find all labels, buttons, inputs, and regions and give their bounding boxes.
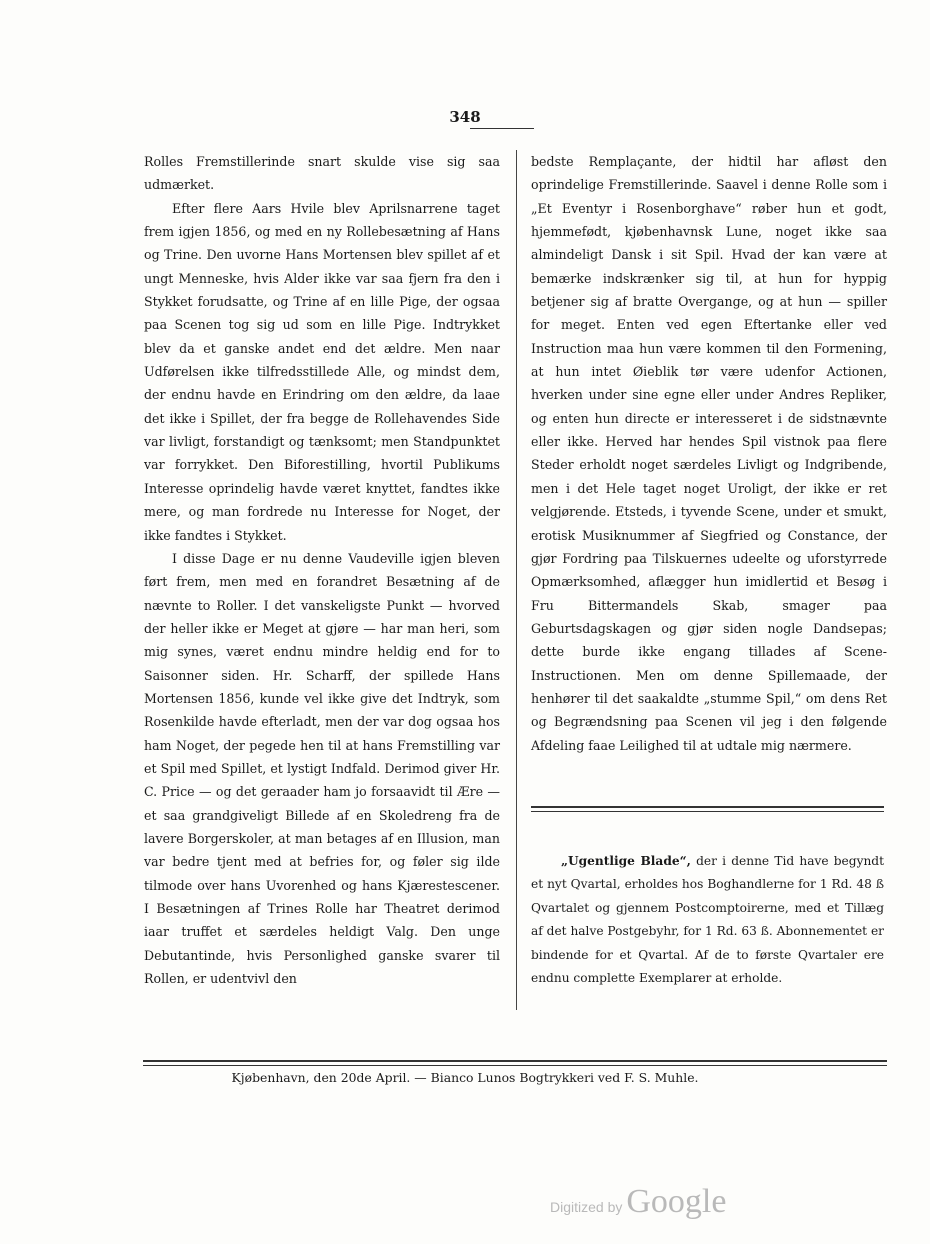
watermark-brand: Google — [626, 1183, 727, 1220]
page-number-rule — [470, 128, 534, 129]
left-paragraph-1: Rolles Fremstillerinde snart skulde vise sig saa udmærket. — [144, 154, 500, 193]
footer-rule — [143, 1060, 887, 1066]
left-column — [144, 150, 500, 990]
column-divider — [516, 150, 517, 1010]
left-paragraph-3: I disse Dage er nu denne Vaudeville igjen bleven ført frem, men med en forandret Besætning af de nævnte to Roller. I det vanskeligste Punkt — hvorved der heller ikke er Meget at gjøre — har man heri, som mig synes, været endnu mindre heldig end for to Saisonner siden. Hr. Scharff, der spillede Hans Mortensen 1856, kunde vel ikke give det Indtryk, som Rosenkilde havde efterladt, men der var dog ogsaa hos ham Noget, der pegede hen til at hans Fremstilling var et Spil med Spillet, et lystigt Indfald. Derimod giver Hr. C. Price — og det geraader ham jo forsaavidt til Ære — et saa grandgiveligt Billede af en Skoledreng fra de lavere Borgerskoler, at man betages af en Illusion, man var bedre tjent med at befries for, og føler sig ilde tilmode over hans Uvorenhed og hans Kjærestescener. I Besætningen af Trines Rolle har Theatret derimod iaar truffet et særdeles heldigt Valg. Den unge Debutantinde, hvis Personlighed ganske svarer til Rollen, er udentvivl den — [144, 550, 500, 987]
subscription-notice — [531, 850, 884, 990]
right-column — [531, 150, 887, 757]
left-paragraph-2: Efter flere Aars Hvile blev Aprilsnarrene taget frem igjen 1856, og med en ny Rollebesætning af Hans og Trine. Den uvorne Hans Mortensen blev spillet af et ungt Menneske, hvis Alder ikke var saa fjern fra den i Stykket forudsatte, og Trine af en lille Pige, der ogsaa paa Scenen tog sig ud som en lille Pige. Indtrykket blev da et ganske andet end det ældre. Men naar Udførelsen ikke tilfredsstillede Alle, og mindst dem, der endnu havde en Erindring om den ældre, da laae det ikke i Spillet, der fra begge de Rollehavendes Side var livligt, forstandigt og tænksomt; men Standpunktet var forrykket. Den Biforestilling, hvortil Publikums Interesse oprindelig havde været knyttet, fandtes ikke mere, og man fordrede nu Interesse for Noget, der ikke fandtes i Stykket. — [144, 200, 500, 543]
printer-imprint: Kjøbenhavn, den 20de April. — Bianco Lunos Bogtrykkeri ved F. S. Muhle. — [231, 1070, 699, 1085]
watermark-prefix: Digitized by — [550, 1199, 623, 1215]
notice-body: der i denne Tid have begyndt et nyt Qvartal, erholdes hos Boghandlerne for 1 Rd. 48 ß Qvartalet og gjennem Postcomptoirerne, med et Tillæg af det halve Postgebyhr, for 1 Rd. 63 ß. Abonnementet er bindende for et Qvartal. Af de to første Qvartaler ere endnu complette Exemplarer at erholde. — [531, 854, 885, 986]
digitization-watermark — [550, 1183, 726, 1221]
page-number: 348 — [449, 108, 481, 126]
right-paragraph-1: bedste Remplaçante, der hidtil har afløst den oprindelige Fremstillerinde. Saavel i denne Rolle som i „Et Eventyr i Rosenborghave“ røber hun et godt, hjemmefødt, kjøbenhavnsk Lune, noget ikke saa almindeligt Dansk i sit Spil. Hvad der kan være at bemærke indskrænker sig til, at hun for hyppig betjener sig af bratte Overgange, og at hun — spiller for meget. Enten ved egen Eftertanke eller ved Instruction maa hun være kommen til den Formening, at hun intet Øieblik tør være udenfor Actionen, hverken under sine egne eller under Andres Repliker, og enten hun directe er interesseret i de sidstnævnte eller ikke. Herved har hendes Spil vistnok paa flere Steder erholdt noget særdeles Livligt og Indgribende, men i det Hele taget noget Uroligt, der ikke er ret velgjørende. Etsteds, i tyvende Scene, under et smukt, erotisk Musiknummer af Siegfried og Constance, der gjør Fordring paa Tilskuernes udeelte og uforstyrrede Opmærksomhed, aflægger hun imidlertid et Besøg i Fru Bittermandels Skab, smager paa Geburtsdagskagen og gjør siden nogle Dandsepas; dette burde ikke engang tillades af Scene-Instructionen. Men om denne Spillemaade, der henhører til det saakaldte „stumme Spil,“ om dens Ret og Begrændsning paa Scenen vil jeg i den følgende Afdeling faae Leilighed til at udtale mig nærmere. — [531, 154, 887, 753]
section-divider — [531, 806, 884, 812]
notice-title: „Ugentlige Blade“, — [561, 854, 691, 868]
